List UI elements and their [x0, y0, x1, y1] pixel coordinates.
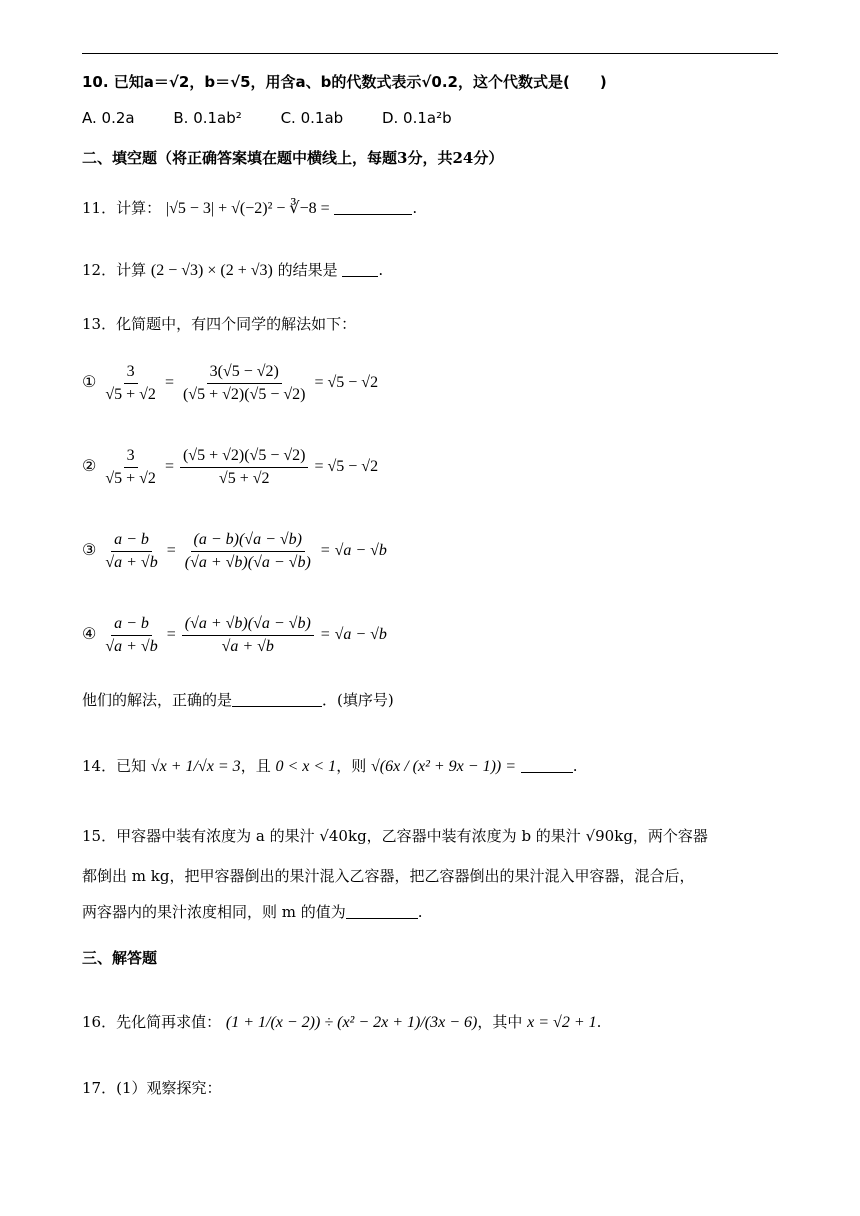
fraction-numerator: 3: [124, 446, 138, 468]
top-rule: [82, 53, 778, 54]
fraction: [102, 446, 159, 489]
q15-line-2: 都倒出 m kg，把甲容器倒出的果汁混入乙容器，把乙容器倒出的果汁混入甲容器，混合后，: [82, 867, 695, 885]
fraction-denominator: √a + √b: [105, 638, 158, 655]
fraction: [180, 362, 308, 405]
fraction-numerator: (√a + √b)(√a − √b): [182, 614, 314, 636]
fraction-numerator: (√5 + √2)(√5 − √2): [180, 446, 308, 468]
q12: [82, 260, 383, 281]
q17-label: 17．(1）观察探究：: [82, 1079, 222, 1097]
q13-question-text: 他们的解法，正确的是: [82, 691, 233, 709]
fraction-denominator: √5 + √2: [218, 470, 270, 487]
solution-result: = √5 − √2: [314, 458, 379, 476]
q16-expression: (1 + 1/(x − 2)) ÷ (x² − 2x + 1)/(3x − 6): [225, 1014, 478, 1031]
q14-connector-2: ，则: [336, 757, 367, 775]
q14-condition-2: 0 < x < 1: [275, 758, 337, 775]
fraction-numerator: 3(√5 − √2): [207, 362, 282, 384]
solution-mark: ②: [82, 458, 97, 476]
q13-solution-3: ③ $\frac{a - b}{√a + √b}$ = $\frac{(a - b)(√a - √b)}{(√a + √b)(√a - √b)}$ = √a − √b: [82, 531, 387, 571]
q11-answer-blank[interactable]: [334, 214, 412, 215]
solution-result: = √a − √b: [319, 542, 387, 560]
q13-intro: 13．化简题中，有四个同学的解法如下：: [82, 315, 357, 333]
fraction: [102, 614, 160, 657]
q13-solution-2: ② $\frac{3}{√5 + √2}$ = $\frac{(√5 + √2)(√5 - √2)}{√5 + √2}$ = √5 − √2: [82, 447, 379, 487]
q14-label: 14．已知: [82, 757, 147, 775]
q16-label: 16．先化简再求值：: [82, 1013, 222, 1031]
q15-line-3: [82, 902, 423, 922]
q12-suffix: 的结果是: [277, 261, 338, 279]
q14: [82, 756, 578, 777]
q16-end: .: [596, 1013, 602, 1031]
q13-question-end: ．(填序号): [322, 691, 394, 709]
q13-solution-4: ④ $\frac{a - b}{√a + √b}$ = $\frac{(√a + √b)(√a - √b)}{√a + √b}$ = √a − √b: [82, 615, 387, 655]
q10-options: [82, 108, 486, 128]
fraction: [182, 530, 314, 573]
fraction: [182, 614, 314, 657]
q13-solution-1: ① $\frac{3}{√5 + √2}$ = $\frac{3(√5 - √2)}{(√5 + √2)(√5 - √2)}$ = √5 − √2: [82, 363, 379, 403]
q10-option-a: A. 0.2a: [82, 109, 135, 127]
fraction-denominator: √5 + √2: [105, 470, 156, 487]
q13-answer-blank[interactable]: [232, 706, 322, 707]
q16-condition: x = √2 + 1: [527, 1014, 597, 1031]
q10-option-c: C. 0.1ab: [280, 109, 344, 127]
q16-connector: ，其中: [477, 1013, 523, 1031]
q14-condition-1: √x + 1/√x = 3: [150, 758, 241, 775]
q10-option-d: D. 0.1a²b: [381, 109, 452, 127]
solution-mark: ③: [82, 542, 97, 560]
fraction-numerator: 3: [124, 362, 138, 384]
q10-option-b: B. 0.1ab²: [173, 109, 242, 127]
solution-result: = √5 − √2: [314, 374, 379, 392]
fraction: [102, 362, 159, 405]
section3-title: 三、解答题: [82, 949, 158, 967]
q15-answer-blank[interactable]: [346, 918, 418, 919]
fraction: [102, 530, 160, 573]
q11-end: .: [412, 199, 418, 217]
fraction-denominator: (√5 + √2)(√5 − √2): [182, 386, 306, 403]
q12-label: 12．计算: [82, 261, 147, 279]
q12-expression: (2 − √3) × (2 + √3): [150, 262, 273, 279]
solution-mark: ④: [82, 626, 97, 644]
fraction-denominator: √5 + √2: [105, 386, 156, 403]
q11: [82, 198, 417, 219]
fraction-denominator: (√a + √b)(√a − √b): [184, 554, 311, 571]
section2-title: 二、填空题（将正确答案填在题中横线上，每题3分，共24分）: [82, 149, 504, 167]
q15-line-3-text: 两容器内的果汁浓度相同，则 m 的值为: [82, 903, 346, 921]
fraction: [180, 446, 308, 489]
q12-end: .: [378, 261, 384, 279]
fraction-numerator: (a − b)(√a − √b): [191, 530, 305, 552]
fraction-numerator: a − b: [111, 614, 152, 636]
q15-end: .: [417, 903, 423, 921]
solution-mark: ①: [82, 374, 97, 392]
fraction-numerator: a − b: [111, 530, 152, 552]
q14-expression: √(6x / (x² + 9x − 1)) =: [370, 758, 517, 775]
fraction-denominator: √a + √b: [221, 638, 274, 655]
q11-expression: |√5 − 3| + √(−2)² − ∛−8 =: [165, 200, 330, 217]
q14-end: .: [572, 757, 578, 775]
q11-label: 11．计算：: [82, 199, 162, 217]
fraction-denominator: √a + √b: [105, 554, 158, 571]
q13-question: [82, 690, 394, 710]
solution-result: = √a − √b: [319, 626, 387, 644]
q14-connector-1: ，且: [240, 757, 271, 775]
q16: [82, 1012, 601, 1033]
q14-answer-blank[interactable]: [521, 772, 573, 773]
q12-answer-blank[interactable]: [342, 276, 378, 277]
q15-line-1: 15．甲容器中装有浓度为 a 的果汁 √40kg，乙容器中装有浓度为 b 的果汁 √90kg，两个容器: [82, 827, 708, 845]
q10-stem: 10. 已知a＝√2，b＝√5，用含a、b的代数式表示√0.2，这个代数式是( ): [82, 73, 607, 91]
